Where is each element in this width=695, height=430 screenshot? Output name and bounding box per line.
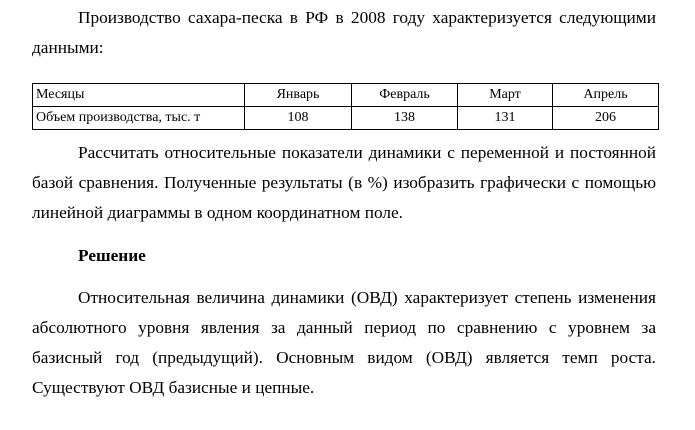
table-row	[33, 107, 659, 130]
table-header-cell: Месяцы	[33, 84, 245, 107]
solution-paragraph: Относительная величина динамики (ОВД) характеризует степень изменения абсолютного уровня явления за данный период по сравнению с уровнем за базисный год (предыдущий). Основным видом (ОВД) является темп роста. Существуют ОВД базисные и цепные.	[32, 288, 656, 397]
table-header-cell: Февраль	[352, 84, 458, 107]
task-paragraph: Рассчитать относительные показатели динамики с переменной и постоянной базой сравнения. Полученные результаты (в %) изобразить графически с помощью линейной диаграммы в одном координатном поле.	[32, 143, 656, 222]
table-header-row	[33, 84, 659, 107]
intro-paragraph: Производство сахара-песка в РФ в 2008 году характеризуется следующими данными:	[32, 8, 656, 57]
table-cell: 138	[352, 107, 458, 130]
table-cell: 206	[553, 107, 659, 130]
table-cell: 108	[245, 107, 352, 130]
solution-heading: Решение	[78, 246, 146, 265]
production-table	[32, 83, 659, 130]
table-cell: 131	[458, 107, 553, 130]
table-header-cell: Апрель	[553, 84, 659, 107]
table-header-cell: Январь	[245, 84, 352, 107]
table-header-cell: Март	[458, 84, 553, 107]
table-cell: Объем производства, тыс. т	[33, 107, 245, 130]
